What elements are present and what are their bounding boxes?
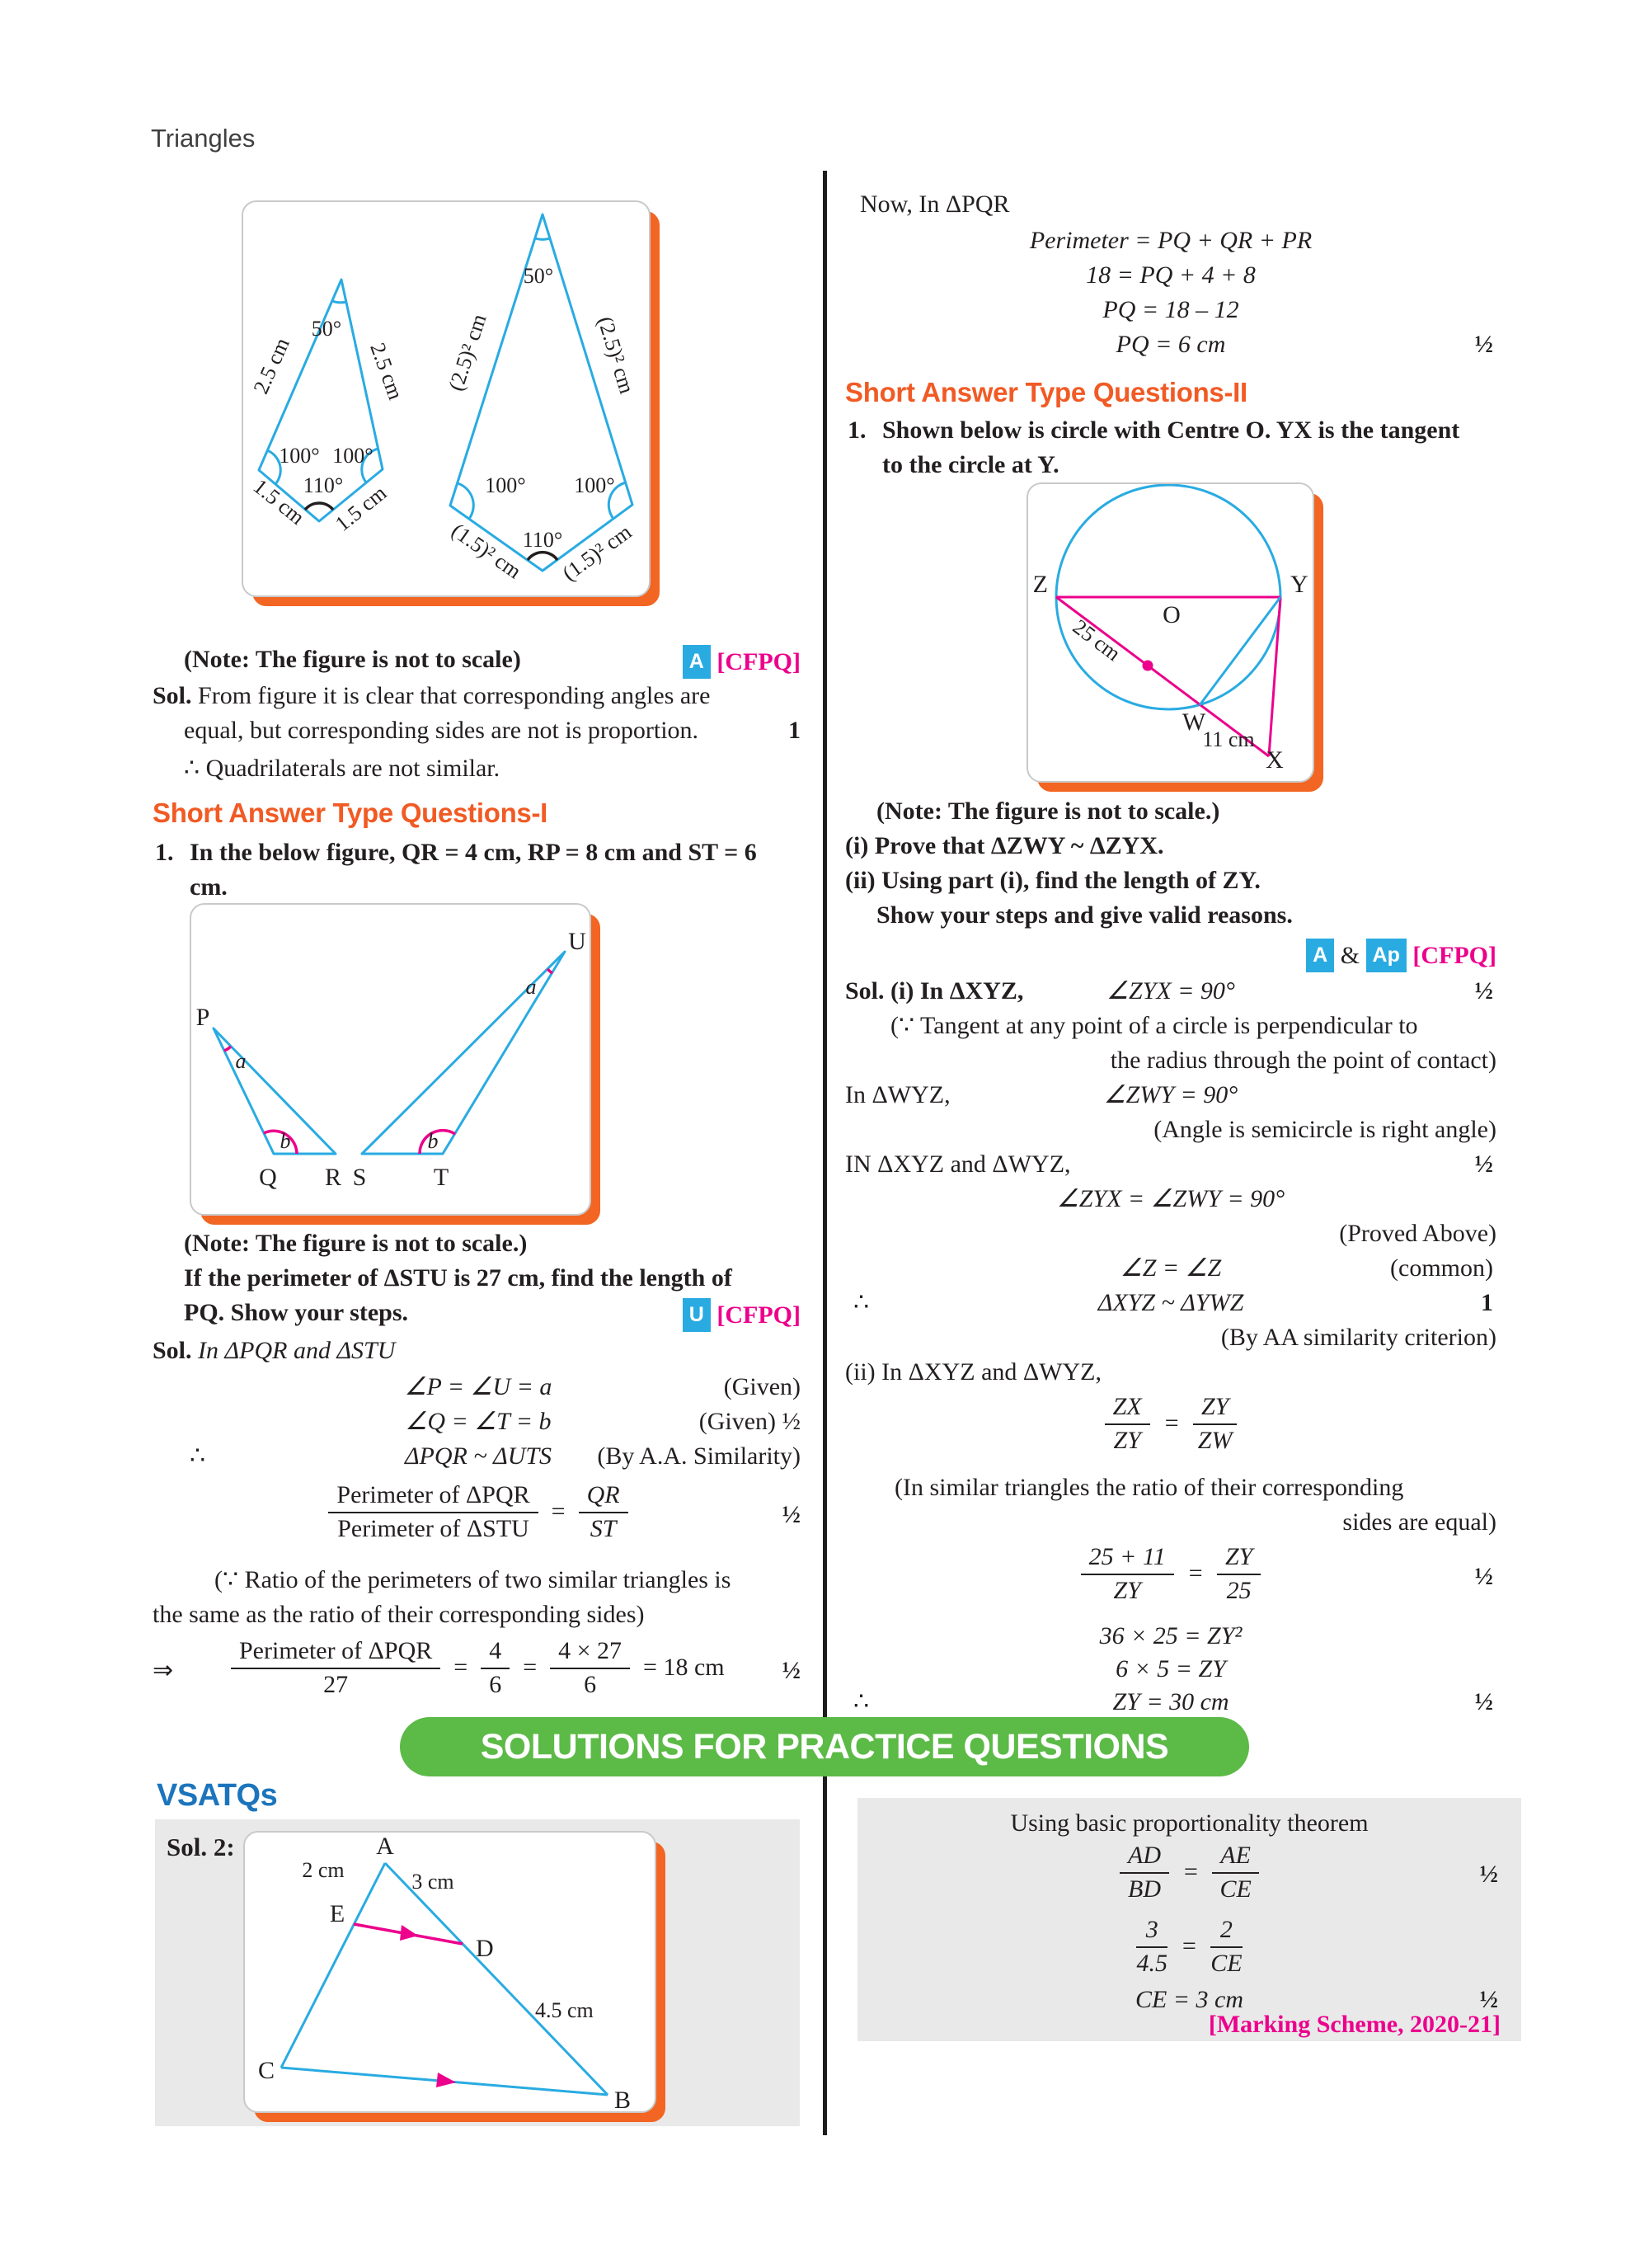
marks: ½ bbox=[1479, 1986, 1498, 2013]
vertex-label: R bbox=[324, 1164, 342, 1191]
question-part: Show your steps and give valid reasons. bbox=[876, 901, 1293, 929]
equation-line bbox=[153, 1407, 804, 1437]
sol-text: Now, In ΔPQR bbox=[860, 191, 1010, 218]
length-label: 3 cm bbox=[411, 1870, 454, 1894]
fraction: $\frac{2}{CE}$ bbox=[1210, 1916, 1243, 1977]
implies-symbol: ⇒ bbox=[153, 1657, 174, 1684]
cfpq-tag: [CFPQ] bbox=[1412, 942, 1496, 969]
note-text: (Note: The figure is not to scale) bbox=[184, 646, 521, 673]
marks: ½ bbox=[1474, 1688, 1493, 1715]
reason-line: sides are equal) bbox=[1342, 1508, 1496, 1536]
equation: CE = 3 cm bbox=[1135, 1986, 1244, 2013]
vertex-label: Q bbox=[259, 1164, 277, 1191]
banner-text: SOLUTIONS FOR PRACTICE QUESTIONS bbox=[480, 1726, 1169, 1767]
figure-card-bpt-triangle bbox=[243, 1831, 656, 2113]
page-title: Triangles bbox=[151, 124, 256, 153]
arrowhead bbox=[400, 1925, 418, 1941]
length-label: 4.5 cm bbox=[535, 1998, 594, 2022]
equation-line bbox=[845, 330, 1496, 360]
competency-badge: Ap bbox=[1366, 939, 1407, 972]
sol-label: Sol. (i) In ΔXYZ, bbox=[845, 977, 1024, 1005]
fraction: $\frac{ZY}{ZW}$ bbox=[1193, 1392, 1237, 1455]
question-part: (i) Prove that ΔZWY ~ ΔZYX. bbox=[845, 832, 1164, 859]
sol2-label: Sol. 2: bbox=[167, 1833, 235, 1861]
vsatq-heading: VSATQs bbox=[157, 1778, 278, 1813]
reason-line: (By AA similarity criterion) bbox=[1220, 1324, 1496, 1351]
bpt-triangle-figure bbox=[245, 1833, 655, 2111]
equation: ΔXYZ ~ ΔYWZ bbox=[1097, 1289, 1244, 1316]
solution-line: (ii) In ΔXYZ and ΔWYZ, bbox=[845, 1358, 1102, 1386]
reason-line: (Angle is semicircle is right angle) bbox=[1153, 1116, 1496, 1143]
marks: ½ bbox=[1474, 1563, 1493, 1590]
reason: (Given) ½ bbox=[698, 1408, 801, 1435]
sol-text: From figure it is clear that corresponding angles are bbox=[198, 682, 711, 709]
solution-2-box bbox=[155, 1819, 800, 2126]
angle-label: 100° bbox=[574, 473, 615, 497]
solution-line bbox=[153, 1336, 804, 1366]
therefore-symbol: ∴ bbox=[853, 1289, 870, 1316]
angle-label: 100° bbox=[332, 444, 373, 468]
equation: ∠ZWY = 90° bbox=[1103, 1081, 1238, 1108]
length-label: 2 cm bbox=[302, 1858, 345, 1882]
fraction: $\frac{ZX}{ZY}$ bbox=[1105, 1392, 1150, 1455]
equation-line bbox=[857, 1986, 1521, 2014]
side-label: 2.5 cm bbox=[365, 339, 408, 403]
note-line bbox=[153, 645, 804, 675]
equation: ΔPQR ~ ΔUTS bbox=[404, 1442, 552, 1470]
marks: ½ bbox=[1479, 1861, 1498, 1888]
side-ab bbox=[385, 1863, 608, 2095]
question-line bbox=[153, 1263, 804, 1293]
section-banner bbox=[400, 1717, 1249, 1776]
equals-sign: = bbox=[1186, 1560, 1204, 1587]
equals-sign: = bbox=[1182, 1858, 1200, 1885]
marks: ½ bbox=[782, 1657, 801, 1684]
fraction: $\frac{AE}{CE}$ bbox=[1212, 1841, 1259, 1903]
angle-label: 50° bbox=[523, 264, 554, 288]
angle-letter: b bbox=[280, 1129, 291, 1153]
reason-line bbox=[845, 1011, 1496, 1041]
side-label: (2.5)² cm bbox=[444, 311, 491, 394]
marks: ½ bbox=[782, 1501, 801, 1528]
column-divider bbox=[823, 171, 827, 2135]
vertex-label: P bbox=[195, 1004, 210, 1031]
marking-scheme-box bbox=[857, 1798, 1521, 2041]
note-text: (Note: The figure is not to scale.) bbox=[876, 798, 1220, 825]
reason-line bbox=[153, 1600, 804, 1630]
reason-line: (Proved Above) bbox=[1339, 1220, 1496, 1247]
equation-line bbox=[845, 1687, 1496, 1717]
fraction: $\frac{ZY}{25}$ bbox=[1217, 1542, 1261, 1605]
side-ac bbox=[281, 1863, 385, 2068]
question-line bbox=[845, 416, 1496, 445]
equation: 18 = PQ + 4 + 8 bbox=[1086, 261, 1256, 289]
fraction-equation bbox=[857, 1915, 1521, 1978]
equation: ∠ZYX = 90° bbox=[1106, 977, 1235, 1005]
solution-line bbox=[153, 716, 804, 746]
solution-line bbox=[153, 681, 804, 711]
question-text: to the circle at Y. bbox=[882, 451, 1059, 478]
vertex-label: E bbox=[329, 1900, 345, 1927]
fraction-equation bbox=[845, 1542, 1496, 1605]
vertex-label: T bbox=[433, 1164, 449, 1191]
fraction: $\frac{4}{6}$ bbox=[481, 1636, 510, 1699]
equation: PQ = 18 – 12 bbox=[1102, 296, 1239, 323]
fraction-equation bbox=[845, 1392, 1496, 1455]
question-text: Shown below is circle with Centre O. YX is the tangent bbox=[882, 416, 1460, 444]
vertex-label: C bbox=[257, 2057, 275, 2084]
angle-label: 100° bbox=[279, 444, 320, 468]
equals-sign: = bbox=[551, 1498, 566, 1525]
equals-sign: = bbox=[523, 1654, 538, 1681]
vertex-label: U bbox=[568, 928, 586, 955]
marks: ½ bbox=[1474, 1150, 1493, 1178]
note-line bbox=[153, 1229, 804, 1259]
fraction: $\frac{\text{Perimeter of ΔPQR}}{\text{Perimeter of ΔSTU}}$ bbox=[328, 1480, 538, 1543]
vertex-label: Y bbox=[1290, 571, 1308, 598]
equation: PQ = 6 cm bbox=[1116, 331, 1226, 358]
equation: ∠ZYX = ∠ZWY = 90° bbox=[1056, 1185, 1285, 1212]
fraction-equation bbox=[857, 1841, 1521, 1903]
equation: 6 × 5 = ZY bbox=[1116, 1655, 1226, 1682]
angle-label: 110° bbox=[522, 528, 563, 552]
badges-line bbox=[845, 939, 1496, 972]
ampersand: & bbox=[1340, 942, 1360, 969]
math-text: In ΔPQR and ΔSTU bbox=[198, 1337, 396, 1364]
therefore-symbol: ∴ bbox=[184, 755, 200, 782]
cfpq-tag: [CFPQ] bbox=[716, 1301, 801, 1329]
angle-label: 110° bbox=[303, 473, 344, 497]
vertex-label: X bbox=[1266, 746, 1284, 774]
equation-tail: = 18 cm bbox=[643, 1654, 725, 1681]
equation-line bbox=[845, 1288, 1496, 1318]
side-label: 1.5 cm bbox=[331, 480, 392, 536]
cfpq-tag: [CFPQ] bbox=[716, 648, 801, 675]
reason-text: the same as the ratio of their corresponding sides) bbox=[153, 1601, 645, 1628]
sol-label: Sol. bbox=[153, 682, 192, 709]
vertex-label: S bbox=[352, 1164, 367, 1191]
question-text: In the below figure, QR = 4 cm, RP = 8 cm and ST = 6 bbox=[190, 839, 757, 866]
reason: (By A.A. Similarity) bbox=[597, 1442, 801, 1470]
angle-letter: a bbox=[235, 1049, 247, 1073]
solution-line bbox=[153, 754, 804, 783]
fraction-equation bbox=[153, 1480, 804, 1543]
solution-line bbox=[845, 1080, 1496, 1110]
question-part: (ii) Using part (i), find the length of ZY. bbox=[845, 867, 1261, 894]
section-heading: Short Answer Type Questions-II bbox=[845, 377, 1247, 407]
side-label: 2.5 cm bbox=[248, 334, 294, 398]
fraction: $\frac{25 + 11}{ZY}$ bbox=[1081, 1542, 1174, 1605]
angle-letter: a bbox=[525, 975, 537, 999]
marks: 1 bbox=[788, 717, 801, 744]
reason-line bbox=[153, 1565, 804, 1595]
question-line bbox=[153, 838, 804, 868]
sol-text: Quadrilaterals are not similar. bbox=[205, 755, 500, 782]
fraction: $\frac{AD}{BD}$ bbox=[1120, 1841, 1169, 1903]
sol-text: In ΔWYZ, bbox=[845, 1081, 951, 1108]
side-label: (1.5)² cm bbox=[447, 518, 526, 584]
fraction: $\frac{\text{Perimeter of ΔPQR}}{27}$ bbox=[231, 1636, 440, 1699]
marking-scheme-tag: [Marking Scheme, 2020-21] bbox=[1208, 2011, 1501, 2038]
note-text: (Note: The figure is not to scale.) bbox=[184, 1230, 528, 1257]
centre-label: O bbox=[1163, 601, 1181, 628]
equation: ZY = 30 cm bbox=[1112, 1688, 1229, 1715]
reason-text: (In similar triangles the ratio of their corresponding bbox=[895, 1474, 1404, 1501]
question-text: cm. bbox=[190, 873, 228, 901]
fraction-equation bbox=[153, 1636, 804, 1699]
equals-sign: = bbox=[1163, 1409, 1180, 1437]
question-line bbox=[153, 873, 804, 902]
angle-letter: b bbox=[427, 1129, 439, 1153]
equation: ∠Z = ∠Z bbox=[1120, 1254, 1222, 1282]
side-label: 1.5 cm bbox=[248, 473, 309, 529]
vertex-label: B bbox=[613, 2087, 632, 2111]
fraction: $\frac{4 \times 27}{6}$ bbox=[550, 1636, 630, 1699]
marks: 1 bbox=[1481, 1289, 1493, 1316]
length-label: 11 cm bbox=[1202, 727, 1255, 751]
vertex-label: Z bbox=[1032, 571, 1048, 598]
reason-text: (∵ Tangent at any point of a circle is perpendicular to bbox=[890, 1012, 1418, 1039]
side-label: (1.5)² cm bbox=[557, 520, 637, 586]
solution-line bbox=[845, 190, 1496, 219]
reason: (Given) bbox=[723, 1373, 801, 1400]
fraction: $\frac{QR}{ST}$ bbox=[579, 1480, 628, 1543]
question-number: 1. bbox=[155, 839, 174, 866]
equation-line bbox=[845, 1254, 1496, 1283]
question-text: PQ. Show your steps. bbox=[184, 1299, 408, 1326]
length-label: 25 cm bbox=[1068, 614, 1125, 666]
equation-line bbox=[153, 1442, 804, 1471]
question-line bbox=[153, 1298, 804, 1328]
angle-label: 100° bbox=[485, 473, 526, 497]
arrowhead bbox=[436, 2073, 456, 2087]
competency-badge: U bbox=[683, 1298, 711, 1332]
vertex-label: A bbox=[376, 1833, 394, 1860]
equation: 36 × 25 = ZY² bbox=[1099, 1622, 1243, 1649]
sol-text: IN ΔXYZ and ΔWYZ, bbox=[845, 1150, 1071, 1178]
side-label: (2.5)² cm bbox=[593, 313, 640, 397]
competency-badge: A bbox=[683, 645, 711, 679]
sol-label: Sol. bbox=[153, 1337, 192, 1364]
reason-line bbox=[845, 1473, 1496, 1503]
equation: ∠Q = ∠T = b bbox=[405, 1408, 552, 1435]
competency-badge: A bbox=[1306, 939, 1334, 972]
vertex-label: W bbox=[1182, 708, 1206, 736]
sol-text: equal, but corresponding sides are not is proportion. bbox=[184, 717, 699, 744]
bpt-line: Using basic proportionality theorem bbox=[1010, 1809, 1369, 1837]
question-text: If the perimeter of ΔSTU is 27 cm, find the length of bbox=[184, 1264, 732, 1292]
reason: (common) bbox=[1390, 1254, 1493, 1282]
angle-label: 50° bbox=[311, 317, 342, 341]
question-number: 1. bbox=[848, 416, 867, 444]
equation-line bbox=[153, 1372, 804, 1402]
section-heading: Short Answer Type Questions-I bbox=[153, 798, 548, 828]
marks: ½ bbox=[1474, 331, 1493, 358]
equation: ∠P = ∠U = a bbox=[404, 1373, 552, 1400]
equals-sign: = bbox=[1180, 1932, 1198, 1960]
reason-text: (∵ Ratio of the perimeters of two similar triangles is bbox=[214, 1566, 731, 1593]
equals-sign: = bbox=[453, 1654, 468, 1681]
therefore-symbol: ∴ bbox=[190, 1442, 206, 1470]
vertex-label: D bbox=[476, 1935, 494, 1962]
marks: ½ bbox=[1474, 977, 1493, 1005]
solution-line bbox=[845, 976, 1496, 1006]
fraction: $\frac{3}{4.5}$ bbox=[1136, 1916, 1167, 1977]
equation: Perimeter = PQ + QR + PR bbox=[1029, 227, 1313, 254]
therefore-symbol: ∴ bbox=[853, 1688, 870, 1715]
question-line bbox=[845, 450, 1496, 480]
reason-line: the radius through the point of contact) bbox=[1110, 1047, 1496, 1074]
note-line bbox=[845, 797, 1496, 826]
